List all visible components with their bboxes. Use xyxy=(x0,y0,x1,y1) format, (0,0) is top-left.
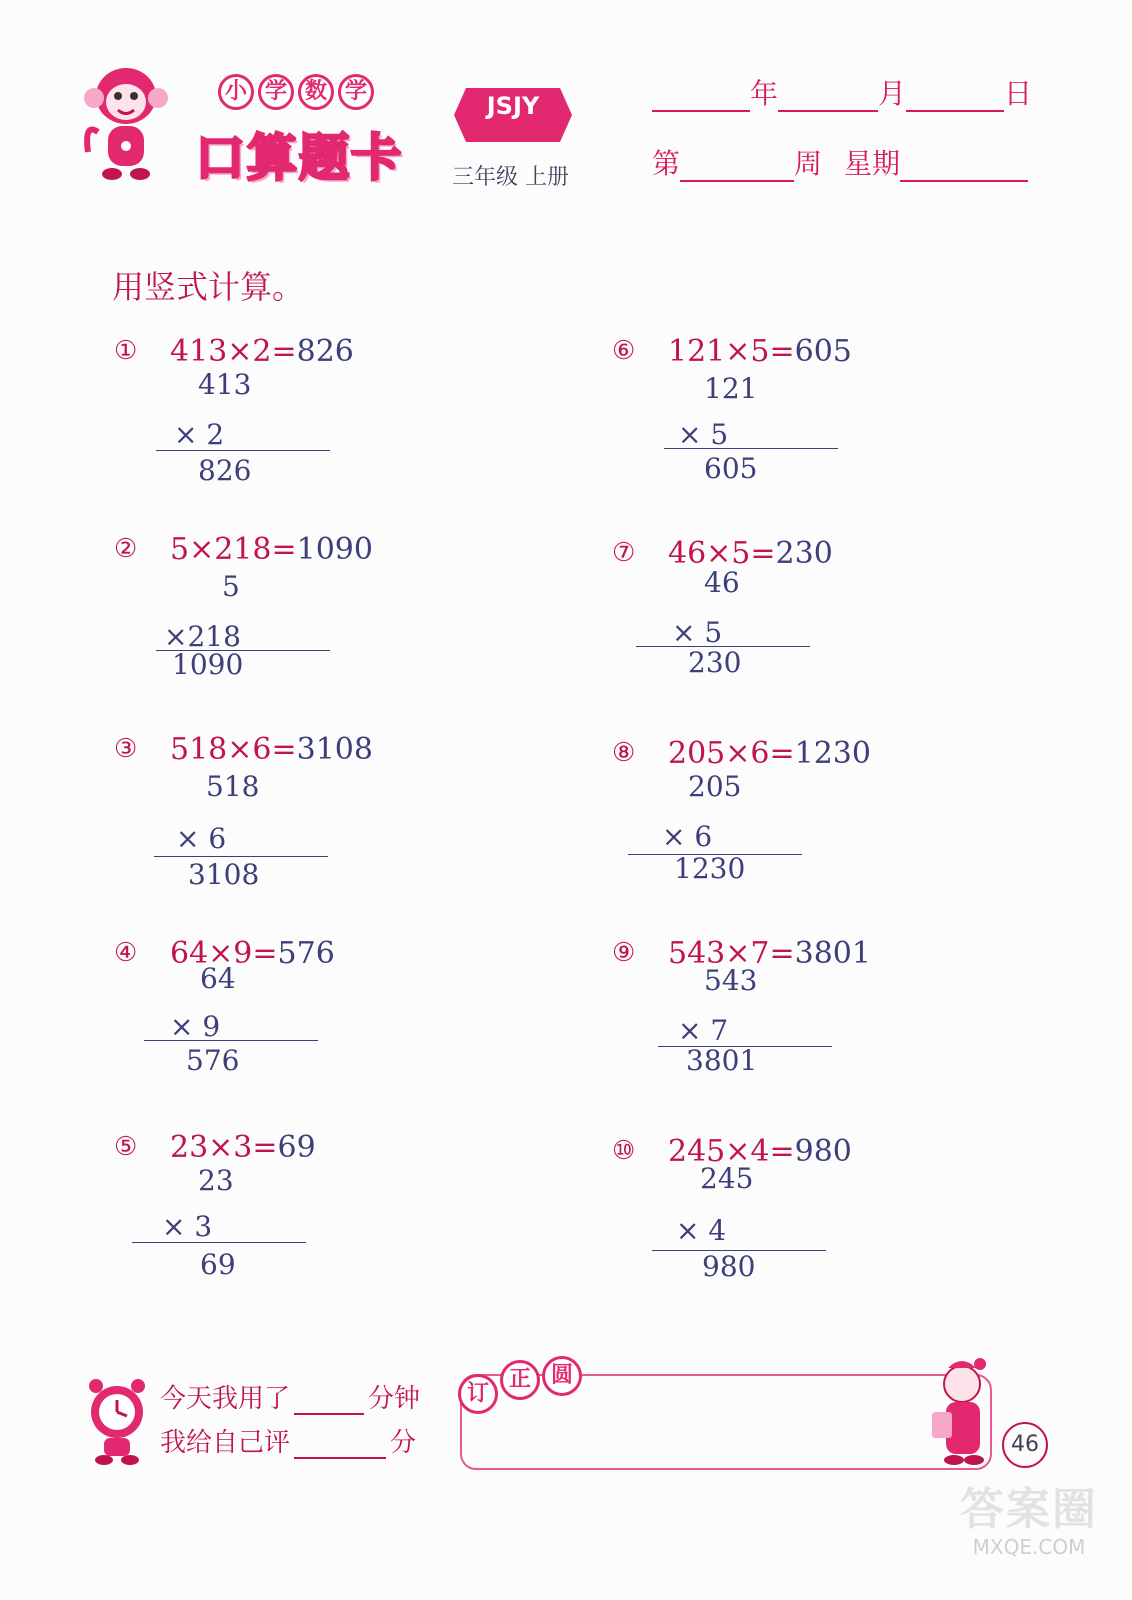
vertical-multiplier: × 2 xyxy=(174,418,225,451)
brand-char: 学 xyxy=(258,74,294,110)
time-used-line xyxy=(160,1378,420,1415)
problem-expression xyxy=(170,1130,316,1165)
score-prefix: 我给自己评 xyxy=(160,1428,291,1458)
vertical-multiplicand: 518 xyxy=(206,770,260,803)
problem-9 xyxy=(612,936,1032,1096)
expression-text: 46×5= xyxy=(668,536,776,571)
vertical-multiplier: × 6 xyxy=(176,822,227,855)
vertical-result[interactable]: 3108 xyxy=(188,858,260,891)
year-blank[interactable] xyxy=(652,82,750,112)
vertical-result[interactable]: 576 xyxy=(186,1044,240,1077)
vertical-multiplier: × 3 xyxy=(162,1210,213,1243)
vertical-multiplicand: 5 xyxy=(222,570,240,603)
date-row xyxy=(652,72,1032,112)
problem-number: ④ xyxy=(114,938,138,968)
problem-number: ⑤ xyxy=(114,1132,138,1162)
vertical-multiplier: × 7 xyxy=(678,1014,729,1047)
problem-3 xyxy=(114,732,534,892)
problem-expression xyxy=(668,936,871,971)
correction-char: 订 xyxy=(458,1374,498,1414)
day-label: 日 xyxy=(1004,77,1033,110)
weekday-label: 星期 xyxy=(844,147,901,180)
brand-char: 数 xyxy=(298,74,334,110)
problem-7 xyxy=(612,536,1032,696)
vertical-multiplier: × 5 xyxy=(672,616,723,649)
vertical-result[interactable]: 230 xyxy=(688,646,742,679)
problem-5 xyxy=(114,1130,534,1290)
brand-title: 口算题卡 xyxy=(195,129,403,187)
answer-text[interactable]: 1090 xyxy=(296,532,373,567)
answer-text[interactable]: 605 xyxy=(794,334,852,369)
watermark xyxy=(944,1484,1114,1558)
page-number: 46 xyxy=(1002,1422,1048,1468)
vertical-multiplier: ×218 xyxy=(164,620,241,653)
problem-expression xyxy=(170,334,354,369)
answer-text[interactable]: 1230 xyxy=(794,736,871,771)
vertical-multiplicand: 245 xyxy=(700,1162,754,1195)
problem-expression xyxy=(668,536,833,571)
answer-text[interactable]: 826 xyxy=(296,334,354,369)
week-row xyxy=(652,142,1028,182)
vertical-multiplicand: 205 xyxy=(688,770,742,803)
vertical-result[interactable]: 3801 xyxy=(686,1044,758,1077)
problem-number: ⑩ xyxy=(612,1136,636,1166)
score-suffix: 分 xyxy=(390,1428,417,1458)
time-blank[interactable] xyxy=(294,1387,364,1415)
answer-text[interactable]: 69 xyxy=(277,1130,316,1165)
clock-mascot-icon xyxy=(82,1376,152,1466)
vertical-multiplicand: 64 xyxy=(200,962,236,995)
vertical-rule xyxy=(154,856,328,857)
expression-text: 5×218= xyxy=(170,532,297,567)
week-prefix: 第 xyxy=(652,147,681,180)
expression-text: 245×4= xyxy=(668,1134,795,1169)
problem-10 xyxy=(612,1134,1032,1294)
vertical-multiplier: × 5 xyxy=(678,418,729,451)
problem-number: ① xyxy=(114,336,138,366)
problem-1 xyxy=(114,334,534,494)
problem-expression xyxy=(170,732,373,767)
answer-text[interactable]: 230 xyxy=(775,536,833,571)
week-blank[interactable] xyxy=(680,152,794,182)
vertical-multiplier: × 9 xyxy=(170,1010,221,1043)
vertical-multiplicand: 23 xyxy=(198,1164,234,1197)
problem-expression xyxy=(668,334,852,369)
vertical-rule xyxy=(144,1040,318,1041)
expression-text: 23×3= xyxy=(170,1130,278,1165)
problem-number: ② xyxy=(114,534,138,564)
weekday-blank[interactable] xyxy=(900,152,1028,182)
grade-label: 三年级 上册 xyxy=(452,165,569,190)
vertical-multiplicand: 413 xyxy=(198,368,252,401)
vertical-result[interactable]: 605 xyxy=(704,452,758,485)
vertical-rule xyxy=(664,448,838,449)
scholar-mascot-icon xyxy=(924,1354,994,1470)
problem-expression xyxy=(170,532,373,567)
problem-6 xyxy=(612,334,1032,494)
expression-text: 413×2= xyxy=(170,334,297,369)
problem-expression xyxy=(668,736,871,771)
correction-char: 圆 xyxy=(542,1356,582,1396)
vertical-result[interactable]: 980 xyxy=(702,1250,756,1283)
score-blank[interactable] xyxy=(294,1431,386,1459)
problem-number: ⑧ xyxy=(612,738,636,768)
expression-text: 121×5= xyxy=(668,334,795,369)
correction-char: 正 xyxy=(500,1360,540,1400)
year-label: 年 xyxy=(750,77,779,110)
monkey-mascot-icon xyxy=(78,62,174,188)
vertical-result[interactable]: 826 xyxy=(198,454,252,487)
week-label: 周 xyxy=(794,147,823,180)
brand-char: 学 xyxy=(338,74,374,110)
vertical-multiplier: × 6 xyxy=(662,820,713,853)
expression-text: 518×6= xyxy=(170,732,297,767)
edition-badge: JSJY xyxy=(486,92,540,120)
vertical-rule xyxy=(132,1242,306,1243)
problem-number: ③ xyxy=(114,734,138,764)
instruction-text: 用竖式计算。 xyxy=(112,268,305,306)
answer-text[interactable]: 3801 xyxy=(794,936,871,971)
vertical-result[interactable]: 1090 xyxy=(172,648,244,681)
brand-subtitle xyxy=(218,74,374,110)
brand-char: 小 xyxy=(218,74,254,110)
day-blank[interactable] xyxy=(906,82,1004,112)
time-suffix: 分钟 xyxy=(368,1384,421,1414)
watermark-main: 答案圈 xyxy=(960,1484,1098,1535)
problem-expression xyxy=(668,1134,852,1169)
answer-text[interactable]: 576 xyxy=(277,936,335,971)
vertical-multiplicand: 543 xyxy=(704,964,758,997)
watermark-sub: MXQE.COM xyxy=(972,1535,1086,1559)
month-blank[interactable] xyxy=(778,82,878,112)
month-label: 月 xyxy=(878,77,907,110)
vertical-multiplier: × 4 xyxy=(676,1214,727,1247)
vertical-result[interactable]: 1230 xyxy=(674,852,746,885)
answer-text[interactable]: 3108 xyxy=(296,732,373,767)
vertical-result[interactable]: 69 xyxy=(200,1248,236,1281)
vertical-multiplicand: 46 xyxy=(704,566,740,599)
self-score-line xyxy=(160,1422,416,1459)
problem-number: ⑨ xyxy=(612,938,636,968)
problem-expression xyxy=(170,936,335,971)
problem-8 xyxy=(612,736,1032,896)
problem-number: ⑥ xyxy=(612,336,636,366)
vertical-multiplicand: 121 xyxy=(704,372,758,405)
answer-text[interactable]: 980 xyxy=(794,1134,852,1169)
problem-number: ⑦ xyxy=(612,538,636,568)
time-prefix: 今天我用了 xyxy=(160,1384,291,1414)
correction-title xyxy=(458,1360,582,1414)
expression-text: 205×6= xyxy=(668,736,795,771)
vertical-rule xyxy=(156,450,330,451)
expression-text: 64×9= xyxy=(170,936,278,971)
expression-text: 543×7= xyxy=(668,936,795,971)
problem-2 xyxy=(114,532,534,692)
problem-4 xyxy=(114,936,534,1096)
